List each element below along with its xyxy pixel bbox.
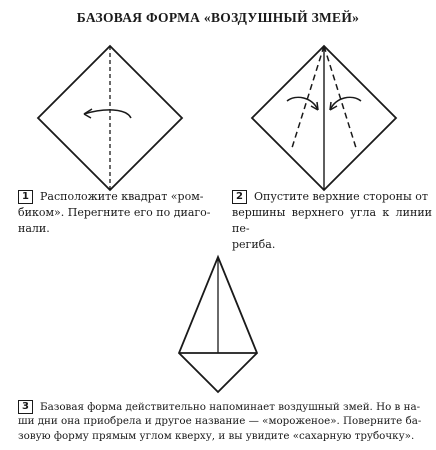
step-2-line-1: Опустите верхние стороны от (254, 190, 428, 203)
step-1-line-1: Расположите квадрат «ром- (40, 190, 204, 203)
step-1 (18, 190, 218, 245)
step-3 (18, 400, 430, 450)
curved-fold-arrow-icon (84, 109, 131, 118)
step-1-line-2: биком». Перегните его по диаго- (18, 206, 211, 219)
step-3-text (40, 399, 430, 415)
left-fold-arrow-icon (287, 97, 318, 110)
step-1-line-3: нали. (18, 222, 50, 235)
diagram-step-1 (38, 46, 182, 190)
step-1-text-cont (18, 205, 213, 237)
step-number-badge: 3 (18, 400, 33, 414)
step-number-badge: 1 (18, 190, 33, 204)
step-2-line-2: вершины верхнего угла к линии пе- (232, 206, 432, 235)
step-2-text-cont (232, 205, 432, 253)
step-3-line-2: ши дни она приобрела и другое название — «мороженое». Поверните ба- (18, 415, 422, 427)
step-3-line-3: зовую форму прямым углом кверху, и вы увидите «сахарную трубочку». (18, 430, 415, 442)
step-2 (232, 190, 432, 251)
diagram-step-2 (252, 46, 396, 190)
step-3-line-1: Базовая форма действительно напоминает воздушный змей. Но в на- (40, 401, 421, 413)
page-title: БАЗОВАЯ ФОРМА «ВОЗДУШНЫЙ ЗМЕЙ» (76, 10, 360, 25)
step-3-text-cont (18, 414, 430, 444)
step-2-line-3: региба. (232, 238, 276, 251)
step-2-text (254, 189, 429, 205)
right-fold-arrow-icon (330, 97, 361, 110)
diagram-step-3 (179, 257, 257, 392)
step-number-badge: 2 (232, 190, 247, 204)
step-1-text (40, 189, 213, 205)
